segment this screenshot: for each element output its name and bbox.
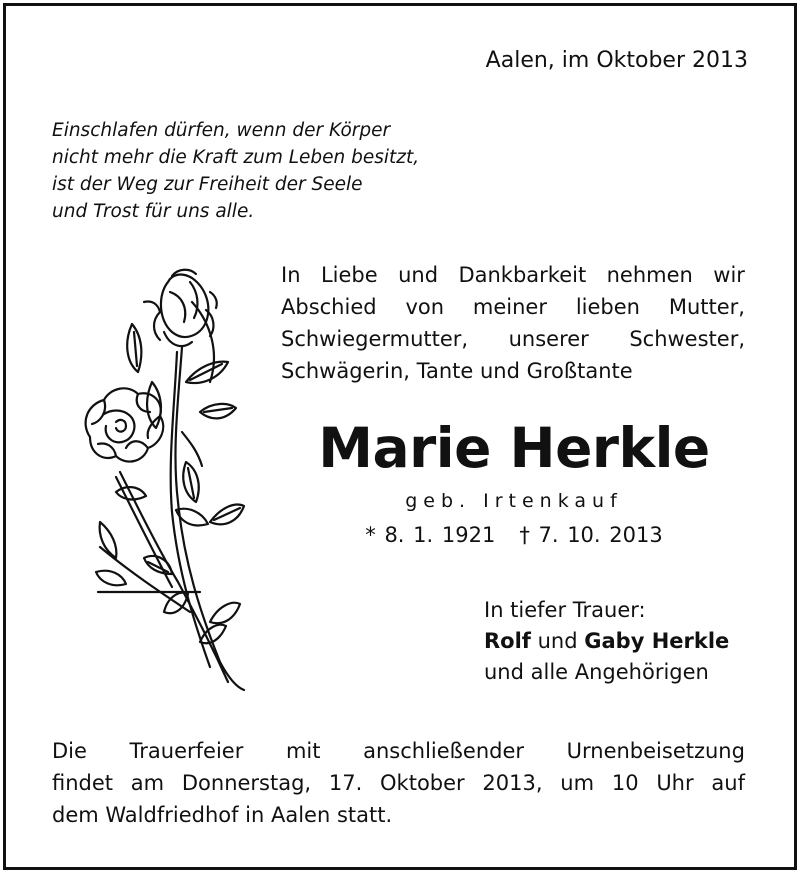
life-dates: [270, 523, 758, 547]
mourning-heading: In tiefer Trauer:: [484, 598, 646, 622]
word: Liebe: [320, 263, 378, 287]
birth-date: * 8. 1. 1921: [365, 523, 496, 547]
mourners: [484, 595, 729, 688]
poem: [52, 117, 419, 225]
farewell-line: [281, 291, 745, 323]
word: Mutter,: [668, 295, 745, 319]
word: lieben: [575, 295, 640, 319]
birth-name: geb. Irtenkauf: [405, 490, 623, 512]
farewell-line: [281, 323, 745, 355]
other-mourners: und alle Angehörigen: [484, 660, 709, 684]
word: findet: [52, 771, 114, 795]
word: von: [405, 295, 445, 319]
word: und: [398, 263, 439, 287]
funeral-notice: [52, 735, 745, 831]
rose-drawing-icon: [60, 262, 260, 692]
word: In: [281, 263, 301, 287]
poem-line: ist der Weg zur Freiheit der Seele: [52, 174, 363, 195]
word: mit: [285, 739, 321, 763]
word: Die: [52, 739, 87, 763]
word: Abschied: [281, 295, 377, 319]
word: Donnerstag,: [181, 771, 312, 795]
word: 17.: [328, 771, 363, 795]
word: nehmen: [606, 263, 693, 287]
word: Oktober: [380, 771, 465, 795]
mourner-names: [484, 626, 729, 657]
funeral-line: [52, 735, 745, 767]
deceased-name: Marie Herkle: [318, 416, 710, 480]
word: Urnenbeisetzung: [566, 739, 745, 763]
word: 10: [611, 771, 639, 795]
word: auf: [711, 771, 745, 795]
word: am: [130, 771, 165, 795]
word: unserer: [508, 327, 589, 351]
funeral-line: dem Waldfriedhof in Aalen statt.: [52, 803, 393, 827]
word: Schwiegermutter,: [281, 327, 469, 351]
mourner-name: Gaby Herkle: [584, 629, 730, 653]
farewell-line: [281, 259, 745, 291]
word: 2013,: [482, 771, 543, 795]
poem-line: und Trost für uns alle.: [52, 201, 255, 222]
word: Uhr: [656, 771, 694, 795]
place-date: Aalen, im Oktober 2013: [485, 48, 748, 73]
word: um: [560, 771, 595, 795]
conjunction: und: [537, 629, 578, 653]
farewell-text: [281, 259, 745, 387]
word: wir: [713, 263, 745, 287]
word: anschließender: [363, 739, 525, 763]
word: Trauerfeier: [129, 739, 244, 763]
funeral-line: [52, 767, 745, 799]
word: Schwester,: [629, 327, 745, 351]
word: meiner: [472, 295, 547, 319]
mourner-name: Rolf: [484, 629, 531, 653]
farewell-line: Schwägerin, Tante und Großtante: [281, 359, 633, 383]
death-date: † 7. 10. 2013: [519, 523, 663, 547]
word: Dankbarkeit: [458, 263, 587, 287]
poem-line: nicht mehr die Kraft zum Leben besitzt,: [52, 147, 420, 168]
poem-line: Einschlafen dürfen, wenn der Körper: [52, 120, 391, 141]
